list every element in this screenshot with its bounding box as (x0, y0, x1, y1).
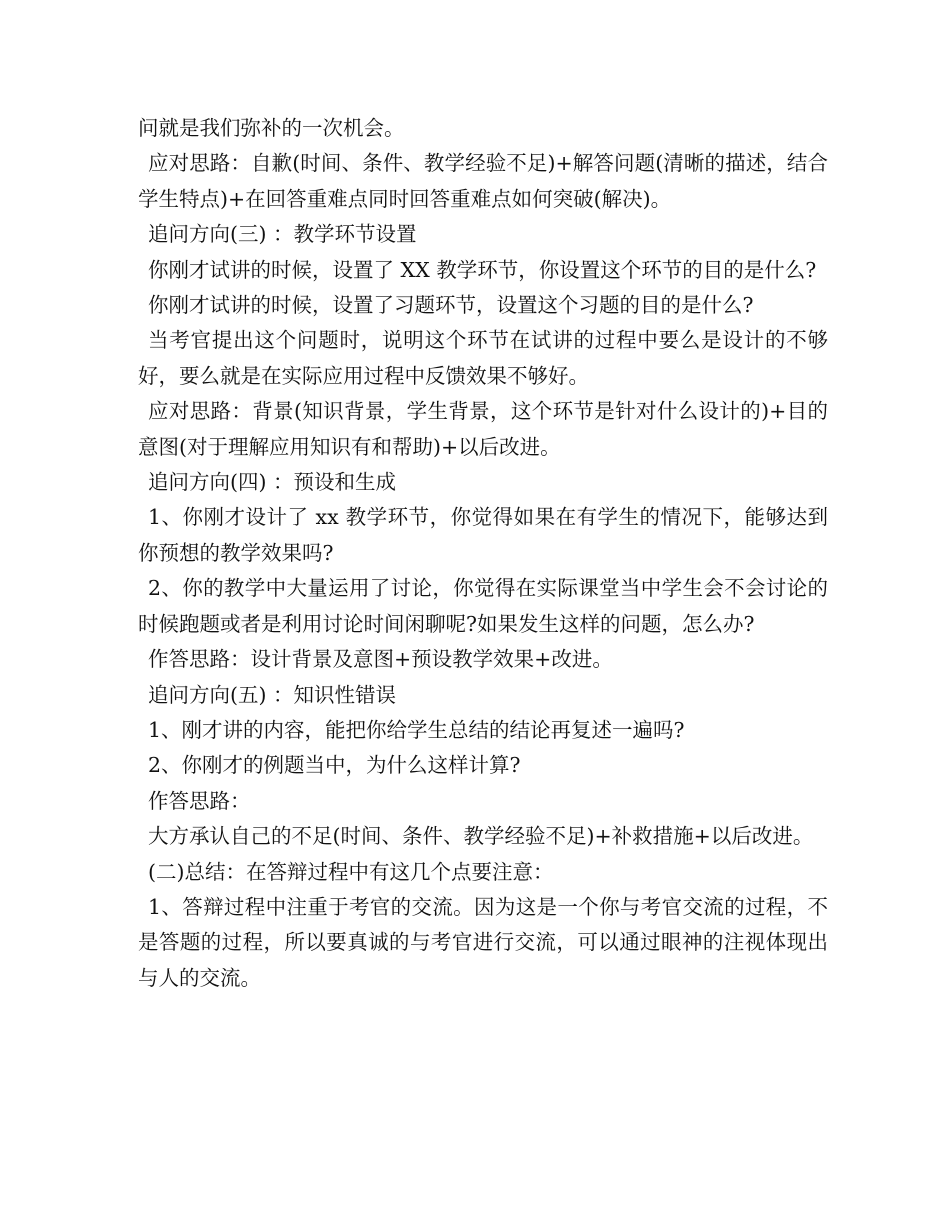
summary-heading: (二)总结：在答辩过程中有这几个点要注意： (148, 859, 554, 884)
question-item: 2、你刚才的例题当中，为什么这样计算? (148, 753, 521, 778)
question-item: 1、刚才讲的内容，能把你给学生总结的结论再复述一遍吗? (148, 717, 685, 742)
paragraph-strategy: 作答思路：设计背景及意图+预设教学效果+改进。 (148, 647, 613, 672)
paragraph-continuation: 问就是我们弥补的一次机会。 (138, 116, 405, 140)
paragraph-strategy: 大方承认自己的不足(时间、条件、教学经验不足)+补救措施+以后改进。 (148, 824, 814, 849)
paragraph-strategy: 应对思路：自歉(时间、条件、教学经验不足)+解答问题(清晰的描述，结合学生特点)+在回答重难点同时回答重难点如何突破(解决)。 (138, 151, 828, 211)
question-item: 1、你刚才设计了 xx 教学环节，你觉得如果在有学生的情况下，能够达到你预想的教学效果吗? (138, 505, 828, 565)
section-heading-3: 追问方向(三) ：教学环节设置 (148, 222, 417, 247)
paragraph-strategy: 应对思路：背景(知识背景，学生背景，这个环节是针对什么设计的)+目的意图(对于理解应用知识有和帮助)+以后改进。 (138, 399, 828, 459)
question-item: 2、你的教学中大量运用了讨论，你觉得在实际课堂当中学生会不会讨论的时候跑题或者是利用讨论时间闲聊呢?如果发生这样的问题，怎么办? (138, 576, 828, 636)
section-heading-4: 追问方向(四) ：预设和生成 (148, 470, 397, 495)
summary-item: 1、答辩过程中注重于考官的交流。因为这是一个你与考官交流的过程，不是答题的过程，所以要真诚的与考官进行交流，可以通过眼神的注视体现出与人的交流。 (138, 894, 828, 990)
question-item: 你刚才试讲的时候，设置了 XX 教学环节，你设置这个环节的目的是什么? (148, 257, 817, 282)
section-heading-5: 追问方向(五) ：知识性错误 (148, 682, 397, 707)
paragraph-strategy-label: 作答思路： (148, 788, 251, 813)
document-body (138, 111, 828, 996)
paragraph-explanation: 当考官提出这个问题时，说明这个环节在试讲的过程中要么是设计的不够好，要么就是在实际应用过程中反馈效果不够好。 (138, 328, 828, 388)
question-item: 你刚才试讲的时候，设置了习题环节，设置这个习题的目的是什么? (148, 293, 754, 318)
